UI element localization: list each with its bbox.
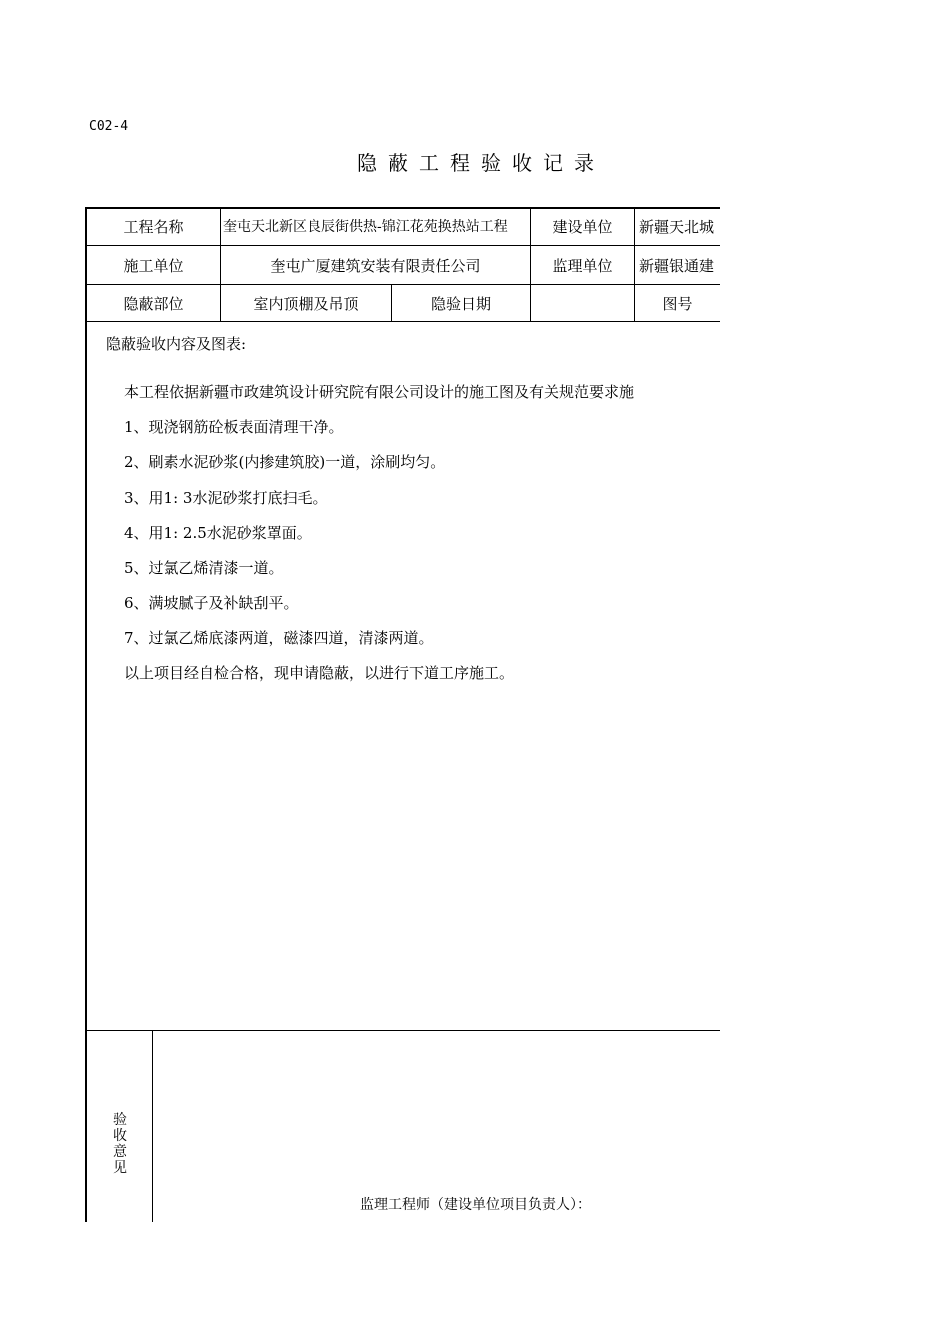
- project-name-value: 奎屯天北新区良辰街供热-锦江花苑换热站工程: [223, 218, 508, 235]
- content-line: 7、过氯乙烯底漆两道，磁漆四道，清漆两道。: [124, 629, 434, 647]
- client-value: 新疆天北城: [639, 218, 715, 236]
- row-divider: [86, 1030, 720, 1031]
- project-name-label: 工程名称: [123, 218, 184, 236]
- content-line: 3、用1: 3水泥砂浆打底扫毛。: [124, 489, 328, 507]
- date-label: 隐验日期: [430, 294, 491, 313]
- table-left-border: [85, 207, 87, 1222]
- date-value: [531, 285, 634, 321]
- contractor-value: 奎屯广厦建筑安装有限责任公司: [270, 256, 481, 275]
- location-label: 隐蔽部位: [123, 294, 184, 313]
- supervisor-value: 新疆银通建: [639, 256, 715, 275]
- drawing-label: 图号: [662, 294, 693, 313]
- content-heading: 隐蔽验收内容及图表:: [106, 335, 247, 353]
- content-line: 6、满坡腻子及补缺刮平。: [124, 594, 299, 612]
- content-line: 1、现浇钢筋砼板表面清理干净。: [124, 418, 344, 436]
- page-title: 隐蔽工程验收记录: [357, 151, 605, 175]
- form-code: C02-4: [89, 119, 129, 134]
- location-value: 室内顶棚及吊顶: [253, 294, 359, 313]
- content-line: 5、过氯乙烯清漆一道。: [124, 559, 284, 577]
- content-line: 4、用1: 2.5水泥砂浆罩面。: [124, 524, 312, 542]
- content-line: 2、刷素水泥砂浆(内掺建筑胶)一道，涂刷均匀。: [124, 453, 446, 471]
- content-line: 以上项目经自检合格，现申请隐蔽，以进行下道工序施工。: [124, 664, 515, 682]
- client-label: 建设单位: [552, 218, 613, 236]
- content-line: 本工程依据新疆市政建筑设计研究院有限公司设计的施工图及有关规范要求施: [124, 383, 635, 401]
- col-divider: [152, 1030, 153, 1222]
- supervisor-label: 监理单位: [552, 256, 613, 275]
- signature-label: 监理工程师（建设单位项目负责人）：: [360, 1197, 591, 1213]
- row-divider: [86, 321, 720, 322]
- opinion-label: 验收意见: [113, 1112, 127, 1176]
- contractor-label: 施工单位: [123, 256, 184, 275]
